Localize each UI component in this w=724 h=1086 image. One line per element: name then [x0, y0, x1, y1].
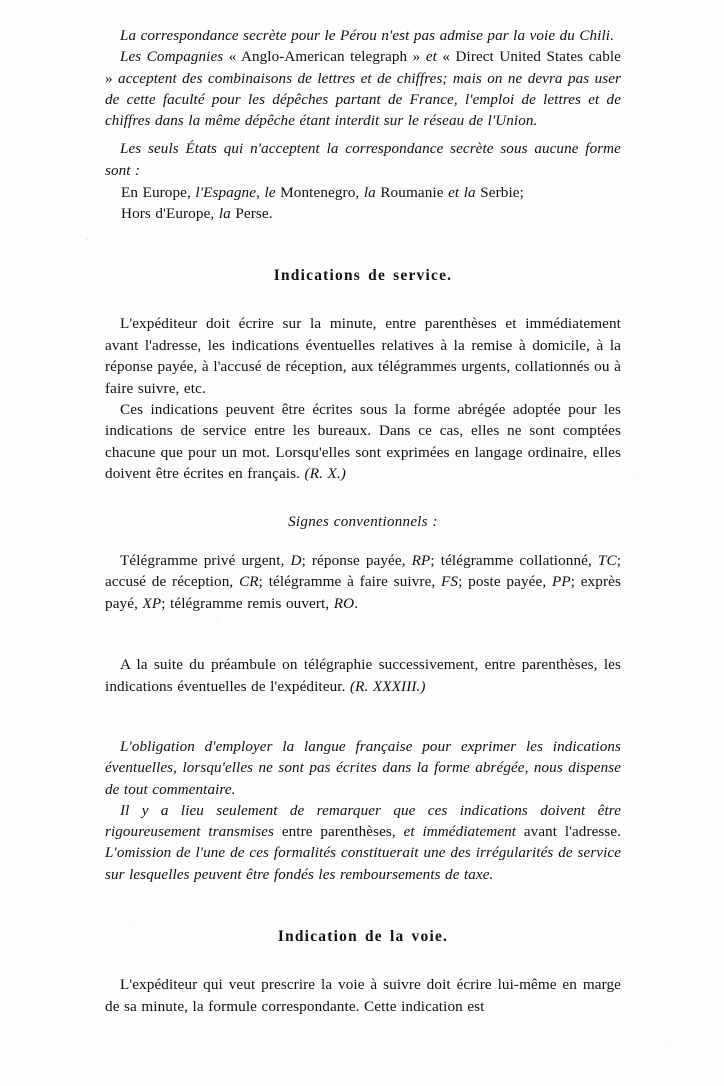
paragraph-indication-voie-body: L'expéditeur qui veut prescrire la voie à suivre doit écrire lui-même en marge de sa minute, la formule correspondante. Cette indication est: [105, 976, 621, 1015]
signes-text-4: ; accusé de réception,: [105, 551, 622, 591]
signes-text-3: ; télégramme collationné,: [430, 551, 592, 569]
code-d: D: [290, 551, 302, 569]
conjunction-et: et: [448, 184, 460, 202]
a-la-suite-text: A la suite du préambule on télégraphie successivement, entre parenthèses, les indications éventuelles de l'expéditeur.: [105, 656, 621, 695]
country-espagne: l'Espagne,: [195, 184, 260, 202]
section-heading-indications-de-service: Indications de service.: [273, 266, 453, 284]
signes-text-6: ; poste payée,: [458, 573, 547, 591]
country-montenegro: Montenegro,: [280, 184, 360, 202]
country-roumanie: Roumanie: [380, 184, 444, 202]
list-item-europe: [105, 182, 621, 203]
country-serbie: Serbie;: [480, 184, 524, 202]
subheading-signes-conventionnels: Signes conventionnels :: [288, 513, 438, 530]
code-rp: RP: [411, 551, 431, 569]
signes-text-8: ; télégramme remis ouvert,: [161, 594, 330, 612]
remarque-part-2: et immédiatement: [403, 824, 517, 841]
remarque-part-3: L'omission de l'une de ces formalités constituerait une des irrégularités de service sur lesquelles peuvent être fondés les remboursements de taxe.: [105, 845, 621, 883]
signes-text-2: ; réponse payée,: [301, 551, 406, 569]
companies-rest: acceptent des combinaisons de lettres et de chiffres; mais on ne devra pas user de cette faculté pour les dépêches partant de France, l'emploi de lettres et de chiffres dans la même dépêche étant interdit sur le réseau de l'Union.: [105, 70, 621, 130]
peru-line-2: Chili.: [579, 28, 614, 44]
code-tc: TC: [597, 551, 617, 569]
code-xp: XP: [142, 594, 162, 612]
signes-text-1: Télégramme privé urgent,: [120, 551, 285, 569]
paragraph-forme-abregee: [105, 399, 621, 485]
remarque-part-1: Il y a lieu seulement de remarquer que ces indications doivent être rigoureusement transmises: [105, 802, 621, 841]
signes-text-7: ; exprès payé,: [105, 573, 621, 612]
paragraph-expediteur-minute: L'expéditeur doit écrire sur la minute, entre parenthèses et immédiatement avant l'adresse, les indications éventuelles relatives à la remise à domicile, à la réponse payée, à l'accusé de réception, aux télégrammes urgents, collationnés ou à faire suivre, etc.: [105, 315, 621, 397]
article-la-1: la: [363, 184, 376, 202]
paragraph-states-refusing: Les seuls États qui n'acceptent la correspondance secrète sous aucune forme sont :: [105, 141, 621, 179]
reference-r-xxxiii: (R. XXXIII.): [350, 677, 426, 695]
peru-line-1: La correspondance secrète pour le Pérou n'est pas admise par la voie du: [120, 28, 575, 44]
outside-europe-label: Hors d'Europe,: [121, 205, 215, 223]
code-fs: FS: [441, 573, 459, 591]
reference-r-x: (R. X.): [304, 465, 346, 483]
article-le: le: [264, 184, 276, 202]
signes-period: .: [354, 594, 359, 612]
company-name-anglo-american: « Anglo-American telegraph »: [228, 49, 421, 66]
forme-abregee-text: Ces indications peuvent être écrites sous la forme abrégée adoptée pour les indications de service entre les bureaux. Dans ce cas, elles ne sont comptées chacune que pour un mot. Lorsqu'elles sont exprimées en langage ordinaire, elles doivent être écrites en français.: [105, 400, 621, 483]
companies-lead: Les Compagnies: [120, 49, 224, 66]
list-item-outside-europe: [105, 203, 621, 224]
paragraph-a-la-suite-preambule: [105, 654, 621, 697]
paragraph-companies: [105, 47, 621, 132]
code-ro: RO: [333, 594, 355, 612]
emphasis-avant-adresse: avant l'adresse.: [523, 824, 621, 841]
emphasis-entre-parentheses: entre parenthèses,: [281, 824, 396, 841]
paragraph-signes-conventionnels-codes: [105, 550, 621, 614]
code-pp: PP: [551, 573, 571, 591]
europe-label: En Europe,: [121, 184, 191, 202]
article-la-3: la: [218, 205, 231, 223]
paragraph-remarque-transmission: [105, 801, 621, 886]
signes-text-5: ; télégramme à faire suivre,: [258, 573, 436, 591]
company-name-direct-united-states: « Direct United States cable »: [105, 49, 621, 87]
page-content: [105, 26, 621, 1017]
companies-conjunction: et: [425, 49, 437, 66]
code-cr: CR: [239, 573, 259, 591]
paragraph-peru: [105, 26, 621, 47]
paragraph-obligation-langue-francaise: L'obligation d'employer la langue française pour exprimer les indications éventuelles, lorsqu'elles ne sont pas écrites dans la forme abrégée, nous dispense de tout commentaire.: [105, 738, 621, 798]
article-la-2: la: [463, 184, 476, 202]
country-perse: Perse.: [235, 205, 273, 223]
section-heading-indication-de-la-voie: Indication de la voie.: [277, 928, 449, 946]
